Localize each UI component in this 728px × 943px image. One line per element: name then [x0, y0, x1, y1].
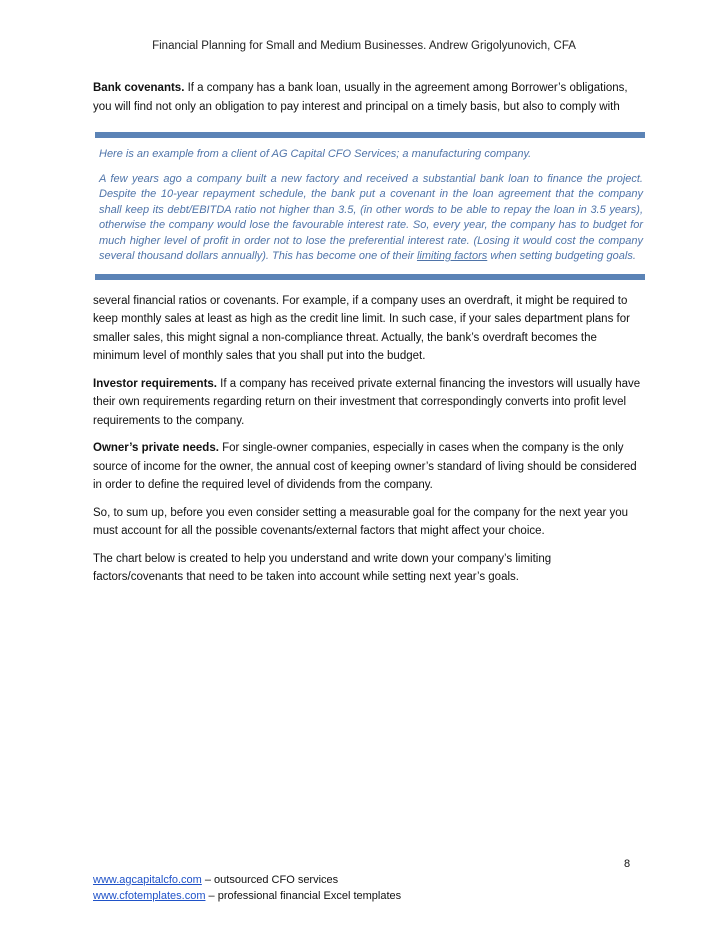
callout-story-text: A few years ago a company built a new factory and received a substantial bank loan to finance the project. Despite the 10-year repayment schedule, the bank put a covenant in the loan agreement that the company shall keep its debt/EBITDA ratio not higher than 3.5, (in other words to be able to repay the loan in 3.5 years), otherwise the company would lose the favourable interest rate. So, every year, the company has to budget for much higher level of profit in order not to lose the preferential interest rate. (Losing it would cost the company several thousand dollars annually). This has become one of their: [99, 172, 643, 262]
heading-investor: Investor requirements.: [93, 377, 217, 390]
agcapitalcfo-link[interactable]: www.agcapitalcfo.com: [93, 874, 202, 886]
footer-line-1-text: – outsourced CFO services: [201, 874, 339, 886]
text-investor: If a company has received private external financing the investors will usually have their own requirements regarding return on their investment that correspondingly converts into profit level requirements to the company.: [93, 377, 641, 427]
callout-bottom-border: [95, 274, 645, 280]
text-owner: For single-owner companies, especially in cases when the company is the only source of income for the owner, the annual cost of keeping owner’s standard of living should be considered in order to define the required level of dividends from the company.: [93, 442, 637, 491]
heading-bank-covenants: Bank covenants.: [93, 82, 185, 94]
paragraph-owner: [93, 439, 643, 495]
page-header: Financial Planning for Small and Medium Businesses. Andrew Grigolyunovich, CFA: [152, 40, 576, 52]
callout-story-end: when setting budgeting goals.: [487, 250, 636, 262]
document-body: [93, 79, 643, 587]
paragraph-bank-covenants: [93, 79, 643, 116]
heading-owner: Owner’s private needs.: [93, 442, 219, 454]
callout-story: [99, 172, 643, 265]
paragraph-summary: So, to sum up, before you even consider setting a measurable goal for the company for the next year you must account for all the possible covenants/external factors that might affect your choice.: [93, 506, 629, 537]
footer-line-2-text: – professional financial Excel templates: [205, 890, 402, 902]
text-bank-covenants: If a company has a bank loan, usually in the agreement among Borrower’s obligations, you will find not only an obligation to pay interest and principal on a timely basis, but also to comply with: [93, 82, 628, 113]
paragraph-investor: [93, 375, 643, 431]
footer-line-1: [93, 872, 401, 888]
cfotemplates-link[interactable]: www.cfotemplates.com: [93, 890, 206, 902]
footer-line-2: [93, 888, 401, 904]
callout-intro: Here is an example from a client of AG Capital CFO Services; a manufacturing company.: [99, 148, 532, 160]
paragraph-chart-intro: The chart below is created to help you understand and write down your company’s limiting factors/covenants that need to be taken into account while setting next year’s goals.: [93, 552, 552, 583]
page-footer: [93, 872, 401, 904]
page-number: 8: [624, 858, 631, 870]
example-callout: [95, 132, 643, 280]
callout-top-border: [95, 132, 645, 138]
paragraph-overdraft: several financial ratios or covenants. For example, if a company uses an overdraft, it might be required to keep monthly sales at least as high as the credit line limit. In such case, if your sales department plans for smaller sales, this might signal a non-compliance threat. Actually, the bank’s overdraft becomes the minimum level of monthly sales that you shall put into the budget.: [93, 294, 630, 362]
limiting-factors-link[interactable]: limiting factors: [416, 250, 488, 262]
